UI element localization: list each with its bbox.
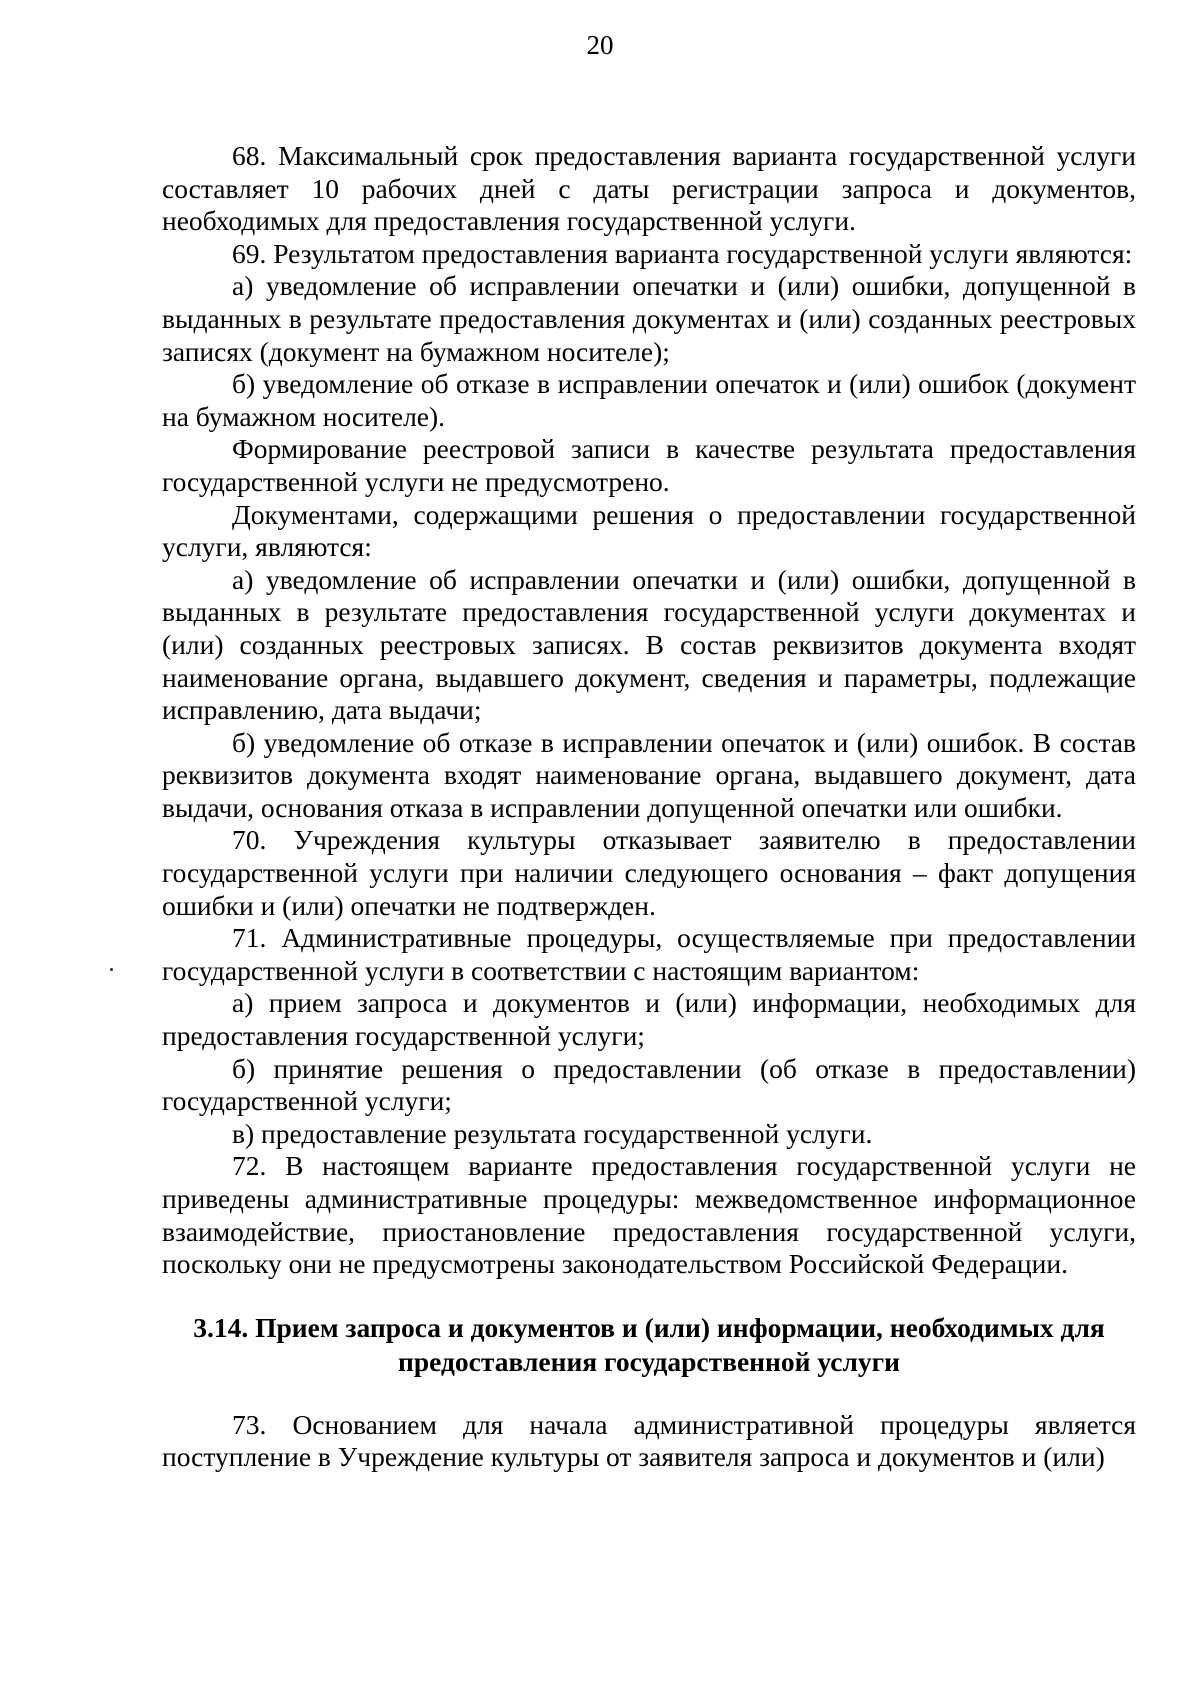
paragraph-69-item-a: а) уведомление об исправлении опечатки и (или) ошибки, допущенной в выданных в результате предоставления документах и (или) созданных реестровых записях (документ на бумажном носителе); <box>162 270 1136 367</box>
section-heading: 3.14. Прием запроса и документов и (или) информации, необходимых для предоставления государственной услуги <box>193 1311 1105 1377</box>
paragraph-decision-documents: Документами, содержащими решения о предоставлении государственной услуги, являются: <box>162 498 1136 563</box>
scan-speck <box>110 968 113 971</box>
paragraph-69-item-b: б) уведомление об отказе в исправлении опечаток и (или) ошибок (документ на бумажном носителе). <box>162 368 1136 432</box>
paragraph-decision-item-a: а) уведомление об исправлении опечатки и (или) ошибки, допущенной в выданных в результате предоставления государственной услуги документах и (или) созданных реестровых записях. В состав реквизитов документа входят наименование органа, выдавшего документ, сведения и параметры, подлежащие исправлению, дата выдачи; <box>162 563 1136 726</box>
page-number: 20 <box>586 30 614 60</box>
document-body <box>162 140 1136 1474</box>
paragraph-69: 69. Результатом предоставления варианта государственной услуги являются: <box>232 237 1133 269</box>
paragraph-71-item-a: а) прием запроса и документов и (или) информации, необходимых для предоставления государственной услуги; <box>162 987 1136 1052</box>
paragraph-73: 73. Основанием для начала административной процедуры является поступление в Учреждение культуры от заявителя запроса и документов и (или) <box>162 1408 1136 1473</box>
paragraph-71-item-c: в) предоставление результата государственной услуги. <box>232 1117 873 1149</box>
paragraph-71: 71. Административные процедуры, осуществляемые при предоставлении государственной услуги в соответствии с настоящим вариантом: <box>162 922 1136 986</box>
paragraph-70: 70. Учреждения культуры отказывает заявителю в предоставлении государственной услуги при наличии следующего основания – факт допущения ошибки и (или) опечатки не подтвержден. <box>162 824 1136 921</box>
paragraph-68: 68. Максимальный срок предоставления варианта государственной услуги составляет 10 рабочих дней с даты регистрации запроса и документов, необходимых для предоставления государственной услуги. <box>162 140 1136 237</box>
paragraph-decision-item-b: б) уведомление об отказе в исправлении опечаток и (или) ошибок. В состав реквизитов документа входят наименование органа, выдавшего документ, дата выдачи, основания отказа в исправлении допущенной опечатки или ошибки. <box>162 726 1136 823</box>
paragraph-71-item-b: б) принятие решения о предоставлении (об отказе в предоставлении) государственной услуги; <box>162 1052 1136 1117</box>
paragraph-registry-note: Формирование реестровой записи в качестве результата предоставления государственной услуги не предусмотрено. <box>162 433 1136 497</box>
paragraph-72: 72. В настоящем варианте предоставления государственной услуги не приведены административные процедуры: межведомственное информационное взаимодействие, приостановление предоставления государственной услуги, поскольку они не предусмотрены законодательством Российской Федерации. <box>162 1150 1136 1280</box>
